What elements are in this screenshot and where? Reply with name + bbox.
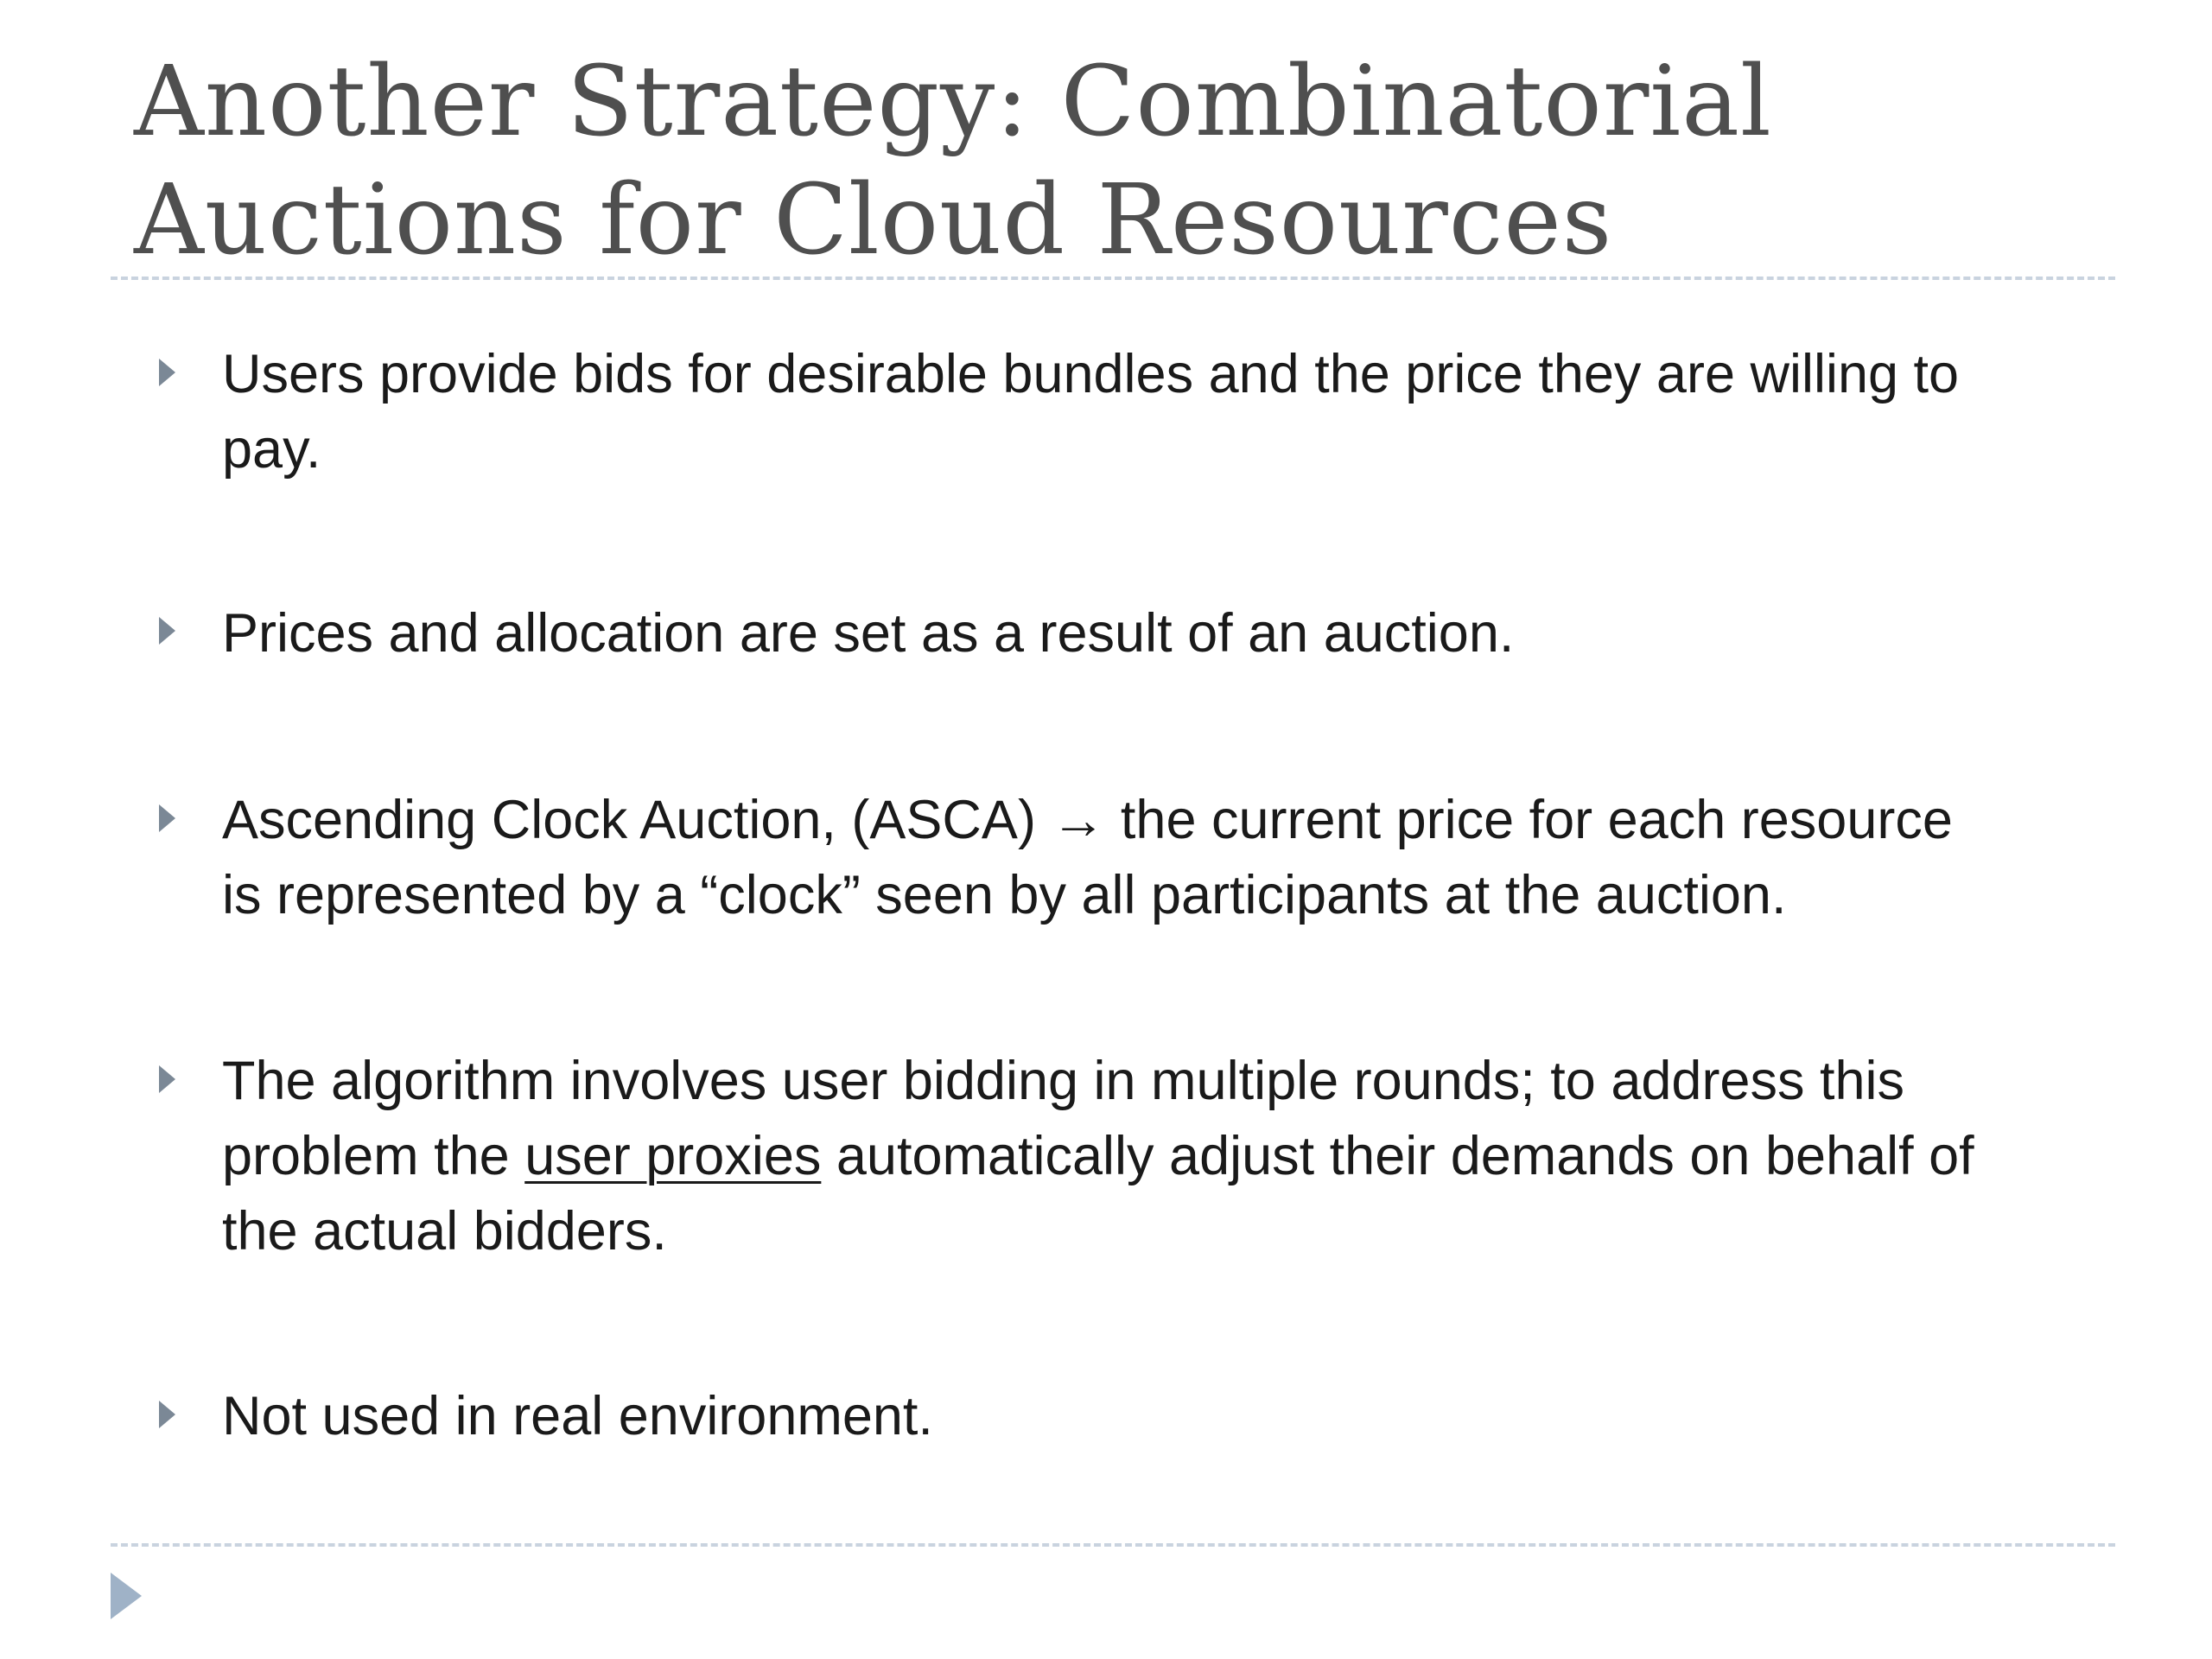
bottom-divider [111, 1543, 2115, 1547]
user-proxies-underlined-text: user proxies [524, 1126, 822, 1186]
bullet-text [222, 596, 2088, 671]
bullet-text-line: Users provide bids for desirable bundles and the price they are willing to [222, 344, 1960, 404]
bullet-text-line: is represented by a “clock” seen by all participants at the auction. [222, 865, 1787, 925]
bullet-text-line [222, 1119, 2088, 1194]
bullet-text [222, 783, 2088, 933]
bullet-text-line: the actual bidders. [222, 1201, 667, 1262]
triangle-right-icon [159, 1065, 175, 1093]
bullet-text-line: pay. [222, 419, 321, 480]
slide-title-line: Another Strategy: Combinatorial [134, 46, 1772, 158]
bullet-text [222, 1379, 2088, 1454]
slide-title-line: Auctions for Cloud Resources [134, 164, 1613, 276]
play-arrow-icon[interactable] [111, 1573, 142, 1619]
bullet-text-line: The algorithm involves user bidding in multiple rounds; to address this [222, 1051, 1905, 1111]
bullet-text [222, 1044, 2088, 1269]
bullet-text-line: Prices and allocation are set as a result of an auction. [222, 603, 1515, 664]
bullet-text-segment: problem the [222, 1126, 525, 1186]
triangle-right-icon [159, 617, 175, 645]
bullet-text-segment: automatically adjust their demands on behalf of [821, 1126, 1974, 1186]
triangle-right-icon [159, 359, 175, 386]
bullet-text-line: Ascending Clock Auction, (ASCA) → the current price for each resource [222, 790, 1953, 850]
triangle-right-icon [159, 804, 175, 832]
bullet-text-line: Not used in real environment. [222, 1386, 933, 1446]
triangle-right-icon [159, 1401, 175, 1428]
bullet-text [222, 337, 2088, 487]
